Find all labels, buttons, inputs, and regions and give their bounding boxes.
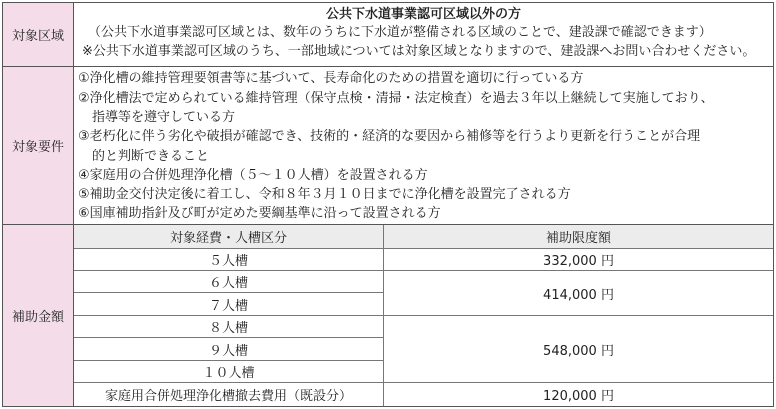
- requirement-2: ②浄化槽法で定められている維持管理（保守点検・清掃・法定検査）を過去３年以上継続して実施しており、: [78, 91, 714, 106]
- target-area-note-2: ※公共下水道事業認可区域のうち、一部地域については対象区域となりますので、建設課へお問い合わせください。: [82, 44, 756, 59]
- requirement-6: ⑥国庫補助指針及び町が定めた要綱基準に沿って設置される方: [78, 206, 441, 221]
- subsidy-label: 補助金額: [3, 225, 74, 406]
- target-area-title: 公共下水道事業認可区域以外の方: [325, 7, 521, 22]
- requirement-3-cont: 的と判断できること: [92, 149, 210, 164]
- target-area-content: [74, 3, 773, 66]
- amount-header: 補助限度額: [545, 231, 611, 246]
- requirement-3: ③老朽化に伴う劣化や破損が確認でき、技術的・経済的な要因から補修等を行うより更新を行うことが合理: [78, 129, 701, 144]
- category-cell: ５人槽: [74, 249, 384, 270]
- subsidy-row: [3, 225, 773, 406]
- requirements-row: [3, 67, 773, 225]
- category-cell: ６人槽: [74, 271, 384, 292]
- requirements-label: 対象要件: [3, 67, 74, 224]
- category-cell: ８人槽: [74, 316, 384, 337]
- category-cell: 家庭用合併処理浄化槽撤去費用（既設分）: [74, 383, 384, 406]
- requirement-5: ⑤補助金交付決定後に着工し、令和８年３月１０日までに浄化槽を設置完了される方: [78, 187, 571, 202]
- requirement-1: ①浄化槽の維持管理要領書等に基づいて、長寿命化のための措置を適切に行っている方: [78, 71, 584, 86]
- amount-cell: 414,000 円: [384, 271, 773, 316]
- category-cell: ９人槽: [74, 338, 384, 360]
- target-area-label: 対象区域: [3, 3, 74, 66]
- subsidy-header-row: [74, 225, 773, 249]
- requirements-content: [74, 67, 773, 224]
- target-area-note-1: （公共下水道事業認可区域とは、数年のうちに下水道が整備される区域のことで、建設課で確認できます）: [88, 25, 712, 40]
- target-area-row: [3, 3, 773, 67]
- category-cell: ７人槽: [74, 293, 384, 315]
- requirement-4: ④家庭用の合併処理浄化槽（５～１０人槽）を設置される方: [78, 168, 428, 183]
- amount-cell: 332,000 円: [384, 249, 773, 271]
- table-row: [74, 383, 773, 406]
- category-header: 対象経費・人槽区分: [74, 225, 384, 248]
- amount-cell: 120,000 円: [543, 389, 614, 404]
- requirement-2-cont: 指導等を遵守している方: [92, 110, 236, 125]
- category-cell: １０人槽: [74, 361, 384, 382]
- subsidy-table: [74, 225, 773, 406]
- subsidy-info-table: [2, 2, 774, 407]
- amount-cell: 548,000 円: [384, 316, 773, 383]
